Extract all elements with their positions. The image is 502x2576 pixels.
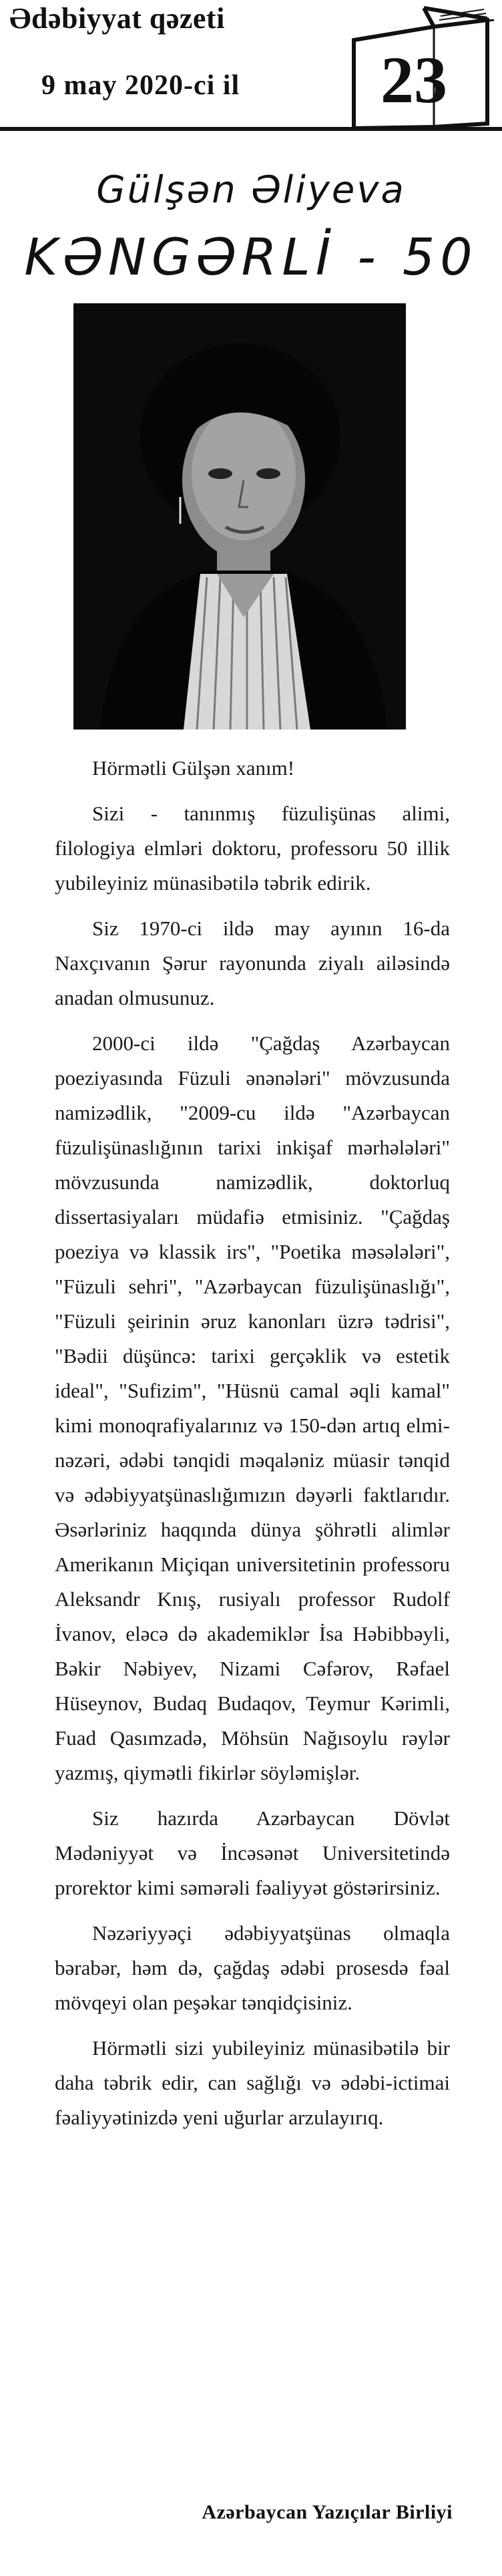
article-body	[55, 751, 450, 2135]
article-headline: KƏNGƏRLİ - 50	[24, 227, 478, 287]
article-title-block	[0, 167, 502, 287]
page-number: 23	[381, 43, 447, 117]
paragraph-position: Siz hazırda Azərbaycan Dövlət Mədəniyyət və İncəsənət Universitetində prorektor kimi səmərəli fəaliyyət göstərirsiniz.	[55, 1806, 450, 1899]
paragraph-critic: Nəzəriyyəçi ədəbiyyatşünas olmaqla bərabər, həm də, çağdaş ədəbi prosesdə fəal mövqeyi olan peşəkar tənqidçisiniz.	[55, 1921, 450, 2014]
paragraph-birth: Siz 1970-ci ildə may ayının 16-da Naxçıvanın Şərur rayonunda ziyalı ailəsində anadan olmusunuz.	[55, 917, 450, 1009]
newspaper-name: Ədəbiyyat qəzeti	[9, 2, 225, 35]
paragraph-congratulation: Sizi - tanınmış füzulişünas alimi, filologiya elmləri doktoru, professoru 50 illik yubileyiniz münasibətilə təbrik edirik.	[55, 802, 450, 895]
masthead	[0, 0, 502, 134]
masthead-rule	[0, 127, 502, 131]
paragraph-works: 2000-ci ildə "Çağdaş Azərbaycan poeziyasında Füzuli ənənələri" mövzusunda namizədlik, "2009-cu ildə "Azərbaycan füzulişünaslığının tarixi inkişaf mərhələləri" mövzusunda namizədlik, doktorluq dissertasiyaları müdafiə etmisiniz. "Çağdaş poeziya və klassik irs", "Poetika məsələləri", "Füzuli sehri", "Azərbaycan füzulişünaslığı", "Füzuli şeirinin əruz kanonları üzrə tədrisi", "Bədii düşüncə: tarixi gerçəklik və estetik ideal", "Sufizim", "Hüsnü camal əqli kamal" kimi monoqrafiyalarınız və 150-dən artıq elmi-nəzəri, ədəbi tənqidi məqaləniz müasir tənqid və ədəbiyyatşünaslığımızın dəyərli faktlarıdır. Əsərləriniz haqqında dünya şöhrətli alimlər Amerikanın Miçiqan universitetinin professoru Aleksandr Knış, rusiyalı professor Rudolf İvanov, eləcə də akademiklər İsa Həbibbəyli, Bəkir Nəbiyev, Nizami Cəfərov, Rəfael Hüseynov, Budaq Budaqov, Teymur Kərimli, Fuad Qasımzadə, Möhsün Nağısoylu rəylər yazmış, qiymətli fikirlər söyləmişlər.	[55, 1031, 450, 1784]
portrait-illustration	[73, 303, 406, 730]
portrait-photo	[73, 303, 406, 730]
paragraph-greeting: Hörmətli Gülşən xanım!	[92, 756, 295, 780]
page-number-box	[334, 0, 501, 134]
paragraph-closing: Hörmətli sizi yubileyiniz münasibətilə bir daha təbrik edir, can sağlığı və ədəbi-ictimai fəaliyyətinizdə yeni uğurlar arzulayırıq.	[55, 2036, 450, 2129]
issue-date: 9 may 2020-ci il	[41, 70, 240, 101]
article-author: Gülşən Əliyeva	[96, 168, 406, 212]
article-signature: Azərbaycan Yazıçılar Birliyi	[202, 2501, 453, 2523]
